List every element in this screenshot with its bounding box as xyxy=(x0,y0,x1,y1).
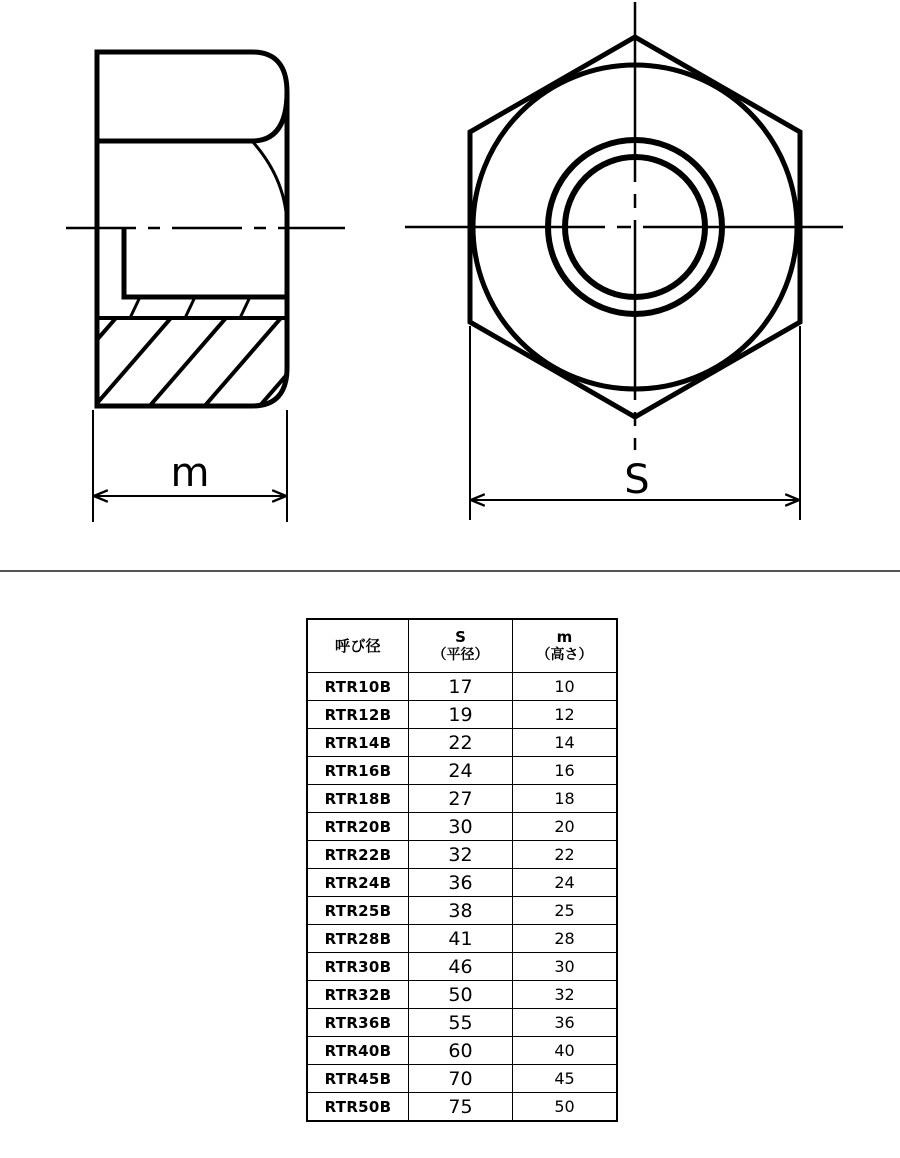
cell-s-value: 38 xyxy=(409,897,513,925)
cell-s-value: 41 xyxy=(409,925,513,953)
cell-m-value: 24 xyxy=(513,869,618,897)
cell-s-value: 50 xyxy=(409,981,513,1009)
header-nominal-size: 呼び径 xyxy=(307,619,409,673)
cell-m-value: 10 xyxy=(513,673,618,701)
cell-nominal-size: RTR36B xyxy=(307,1009,409,1037)
cell-nominal-size: RTR50B xyxy=(307,1093,409,1122)
cell-m-value: 36 xyxy=(513,1009,618,1037)
cell-nominal-size: RTR28B xyxy=(307,925,409,953)
header-m-height xyxy=(513,619,618,673)
table-row xyxy=(307,981,617,1009)
table-row xyxy=(307,729,617,757)
cell-m-value: 30 xyxy=(513,953,618,981)
table-row xyxy=(307,785,617,813)
table-row xyxy=(307,841,617,869)
table-row xyxy=(307,1093,617,1122)
cell-nominal-size: RTR30B xyxy=(307,953,409,981)
cell-m-value: 12 xyxy=(513,701,618,729)
cell-s-value: 17 xyxy=(409,673,513,701)
cell-s-value: 46 xyxy=(409,953,513,981)
cell-m-value: 18 xyxy=(513,785,618,813)
header-s-symbol: S xyxy=(455,628,466,646)
cell-nominal-size: RTR20B xyxy=(307,813,409,841)
cell-nominal-size: RTR40B xyxy=(307,1037,409,1065)
cell-nominal-size: RTR22B xyxy=(307,841,409,869)
size-table xyxy=(306,618,618,1122)
side-chamfer-line xyxy=(97,92,287,141)
cell-m-value: 16 xyxy=(513,757,618,785)
cell-nominal-size: RTR25B xyxy=(307,897,409,925)
table-row xyxy=(307,1065,617,1093)
header-s-caption: （平径） xyxy=(432,647,489,663)
cell-m-value: 28 xyxy=(513,925,618,953)
cell-s-value: 27 xyxy=(409,785,513,813)
section-divider xyxy=(0,570,900,572)
table-row xyxy=(307,673,617,701)
cell-nominal-size: RTR12B xyxy=(307,701,409,729)
hex-nut-technical-drawing xyxy=(0,0,900,570)
cell-m-value: 25 xyxy=(513,897,618,925)
cell-m-value: 40 xyxy=(513,1037,618,1065)
cell-s-value: 60 xyxy=(409,1037,513,1065)
table-row xyxy=(307,1037,617,1065)
cell-nominal-size: RTR10B xyxy=(307,673,409,701)
header-m-symbol: m xyxy=(556,628,573,646)
cell-s-value: 75 xyxy=(409,1093,513,1122)
table-row xyxy=(307,813,617,841)
cell-s-value: 70 xyxy=(409,1065,513,1093)
cell-s-value: 19 xyxy=(409,701,513,729)
table-row xyxy=(307,925,617,953)
table-header-row xyxy=(307,619,617,673)
cell-s-value: 32 xyxy=(409,841,513,869)
cell-s-value: 22 xyxy=(409,729,513,757)
cell-nominal-size: RTR32B xyxy=(307,981,409,1009)
cell-nominal-size: RTR45B xyxy=(307,1065,409,1093)
cell-nominal-size: RTR24B xyxy=(307,869,409,897)
cell-s-value: 36 xyxy=(409,869,513,897)
table-row xyxy=(307,897,617,925)
cell-m-value: 20 xyxy=(513,813,618,841)
table-row xyxy=(307,757,617,785)
cell-m-value: 32 xyxy=(513,981,618,1009)
cell-nominal-size: RTR18B xyxy=(307,785,409,813)
table-row xyxy=(307,701,617,729)
table-row xyxy=(307,1009,617,1037)
header-s-width xyxy=(409,619,513,673)
nut-front-view xyxy=(405,2,850,520)
cell-m-value: 50 xyxy=(513,1093,618,1122)
cell-s-value: 55 xyxy=(409,1009,513,1037)
table-row xyxy=(307,869,617,897)
size-table-body xyxy=(307,673,617,1122)
cell-nominal-size: RTR16B xyxy=(307,757,409,785)
dimension-label-m: m xyxy=(170,450,210,496)
dimension-label-s: S xyxy=(624,457,650,503)
cell-m-value: 45 xyxy=(513,1065,618,1093)
cell-m-value: 14 xyxy=(513,729,618,757)
cell-s-value: 24 xyxy=(409,757,513,785)
cell-nominal-size: RTR14B xyxy=(307,729,409,757)
table-row xyxy=(307,953,617,981)
thread-step xyxy=(124,228,287,297)
cell-s-value: 30 xyxy=(409,813,513,841)
header-m-caption: （高さ） xyxy=(536,647,593,663)
cell-m-value: 22 xyxy=(513,841,618,869)
